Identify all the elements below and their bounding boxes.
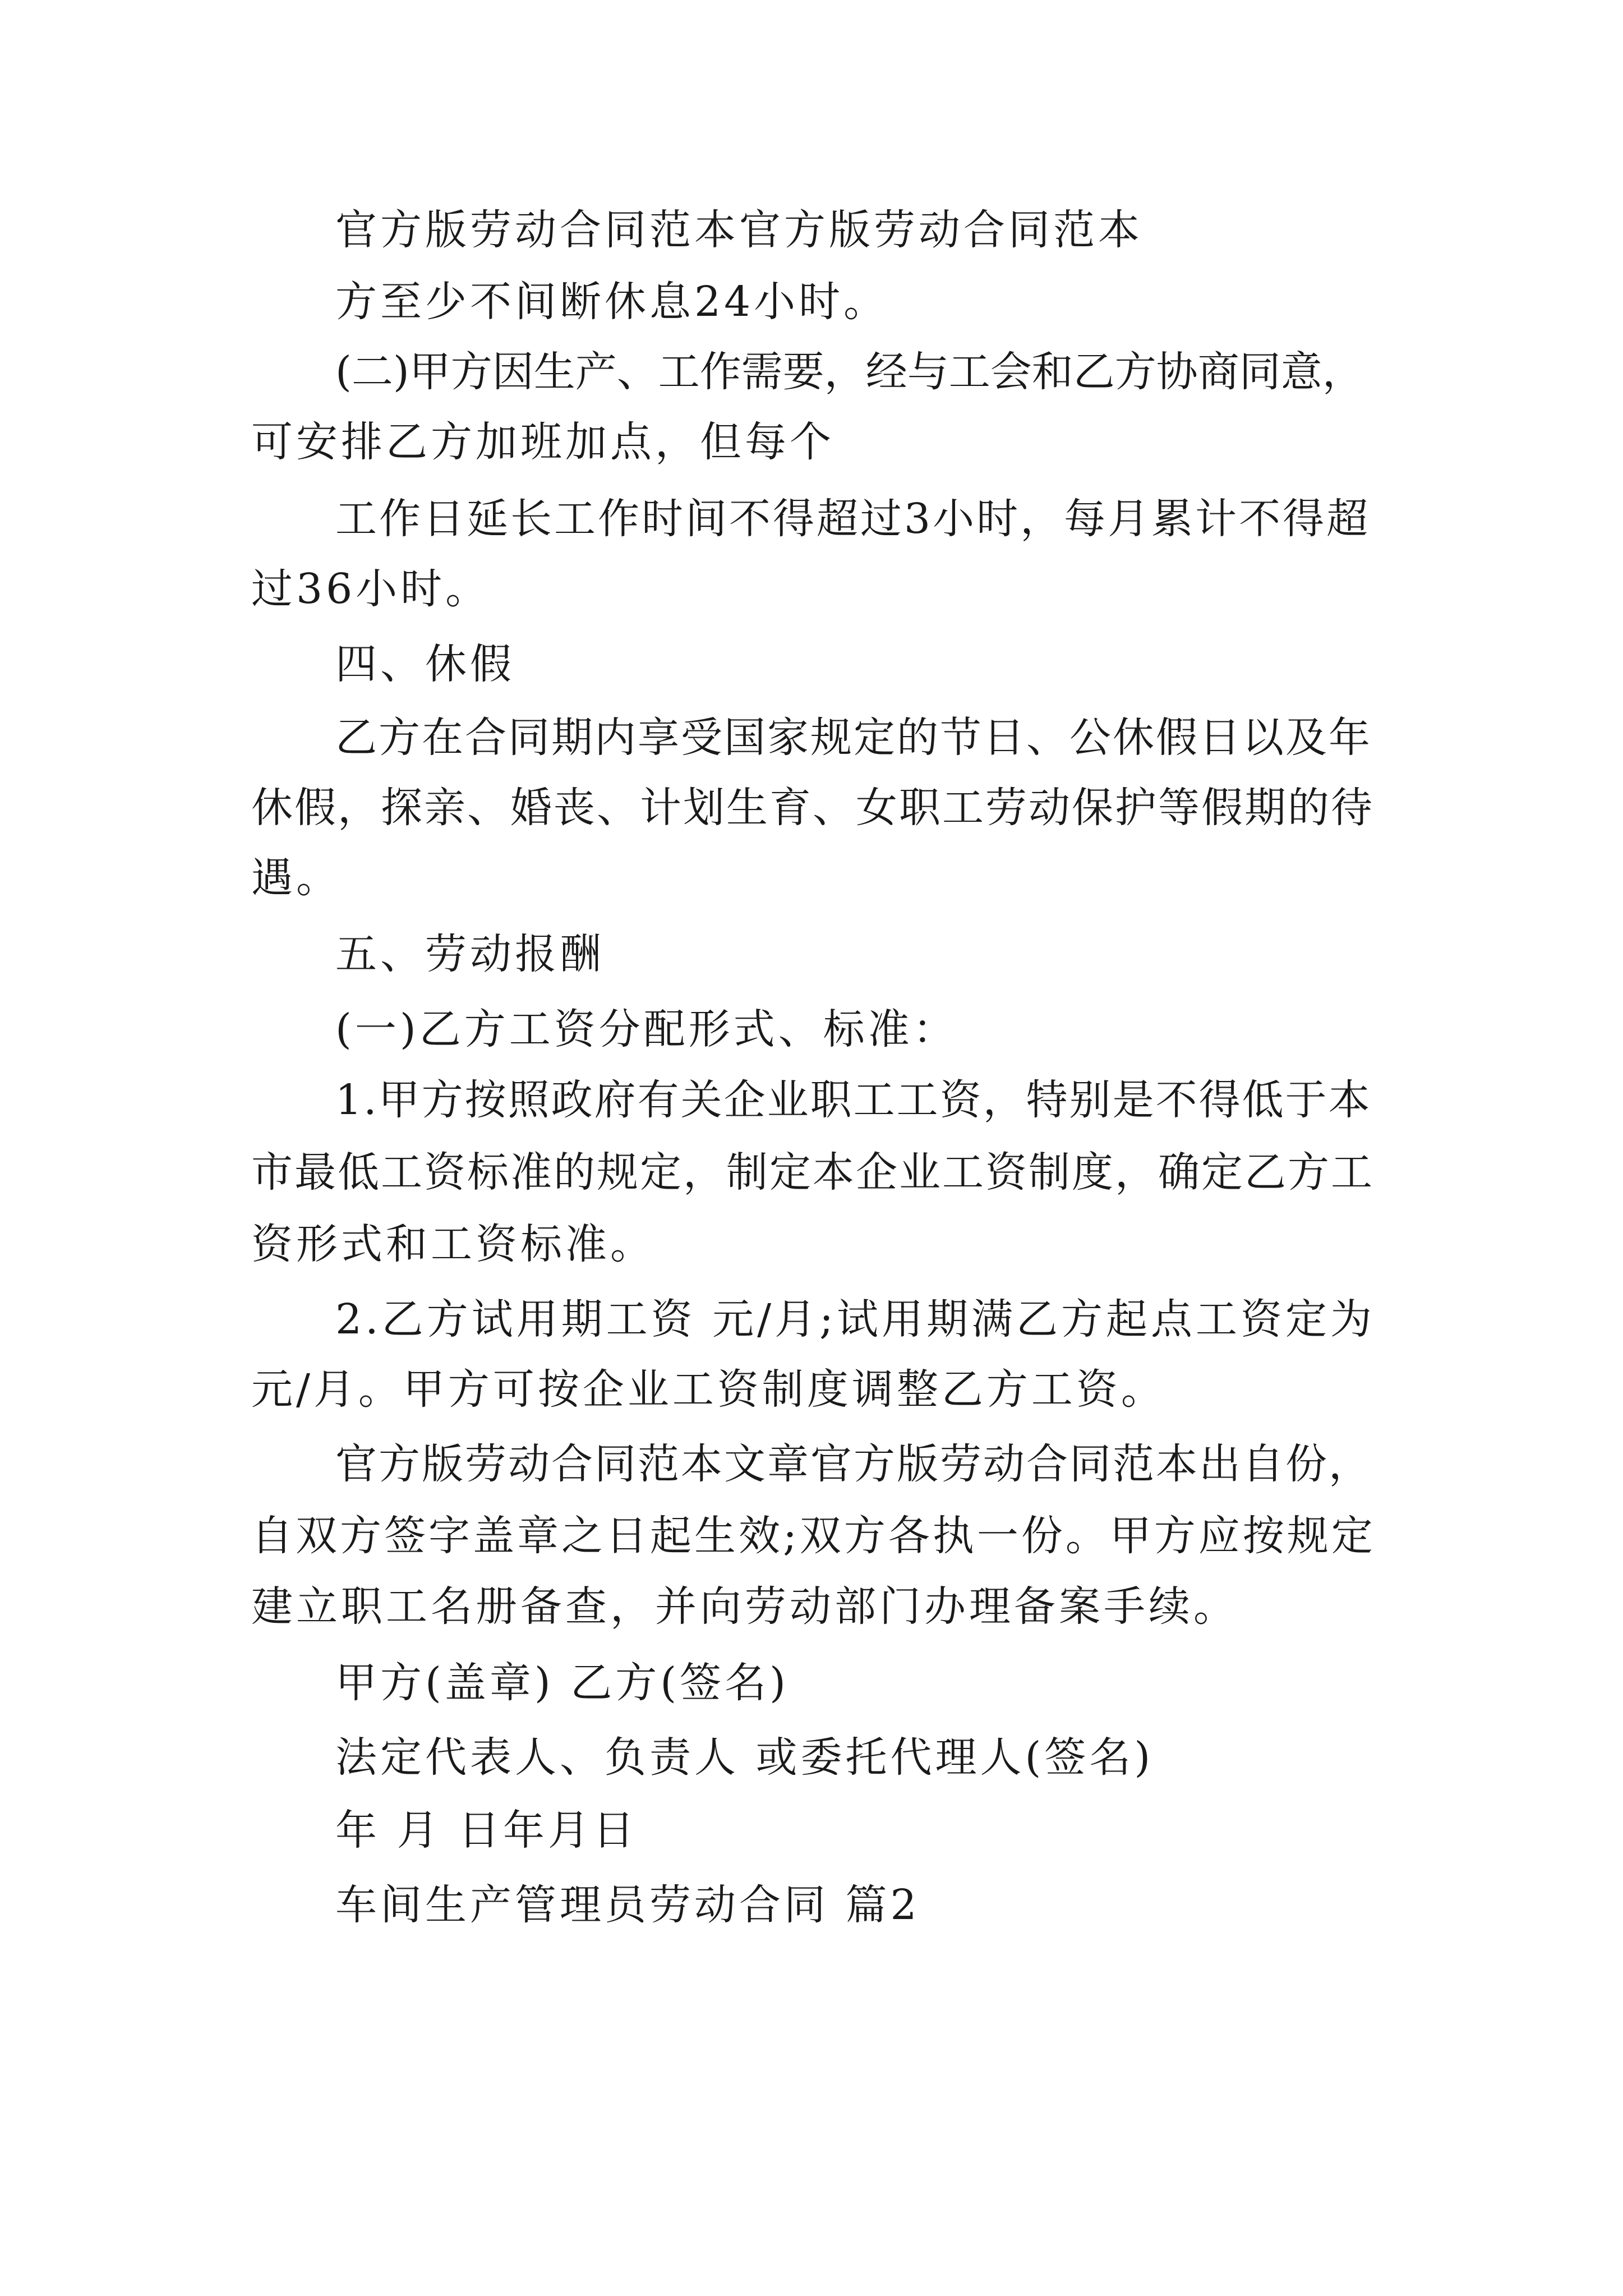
- paragraph-line: 可安排乙方加班加点，但每个: [251, 418, 834, 466]
- doc-header-title: 官方版劳动合同范本官方版劳动合同范本: [335, 206, 1143, 254]
- paragraph-line: 市最低工资标准的规定，制定本企业工资制度，确定乙方工: [251, 1148, 1374, 1197]
- paragraph-line: 2.乙方试用期工资 元/月;试用期满乙方起点工资定为: [335, 1295, 1375, 1343]
- signature-line: 法定代表人、负责人 或委托代理人(签名): [335, 1733, 1154, 1782]
- paragraph-line: 乙方在合同期内享受国家规定的节日、公休假日以及年: [335, 714, 1372, 762]
- paragraph-line: 工作日延长工作时间不得超过3小时，每月累计不得超: [335, 495, 1371, 543]
- date-line: 年 月 日年月日: [335, 1806, 638, 1855]
- paragraph-line: (二)甲方因生产、工作需要，经与工会和乙方协商同意，: [335, 348, 1364, 396]
- paragraph-line: 方至少不间断休息24小时。: [335, 278, 889, 326]
- section-heading: 五、劳动报酬: [335, 930, 605, 978]
- paragraph-line: 1.甲方按照政府有关企业职工工资，特别是不得低于本: [335, 1076, 1372, 1124]
- signature-line: 甲方(盖章) 乙方(签名): [335, 1659, 790, 1707]
- paragraph-line: (一)乙方工资分配形式、标准：: [335, 1005, 958, 1053]
- paragraph-line: 官方版劳动合同范本文章官方版劳动合同范本出自份，: [335, 1440, 1372, 1488]
- section-heading: 四、休假: [335, 640, 515, 688]
- paragraph-line: 元/月。甲方可按企业工资制度调整乙方工资。: [251, 1365, 1166, 1414]
- paragraph-line: 建立职工名册备查，并向劳动部门办理备案手续。: [251, 1582, 1238, 1631]
- paragraph-line: 过36小时。: [251, 565, 491, 613]
- paragraph-line: 遇。: [251, 854, 341, 902]
- paragraph-line: 自双方签字盖章之日起生效;双方各执一份。甲方应按规定: [251, 1512, 1376, 1560]
- paragraph-line: 资形式和工资标准。: [251, 1220, 655, 1268]
- paragraph-line: 休假，探亲、婚丧、计划生育、女职工劳动保护等假期的待: [251, 784, 1374, 832]
- next-section-title: 车间生产管理员劳动合同 篇2: [335, 1881, 920, 1929]
